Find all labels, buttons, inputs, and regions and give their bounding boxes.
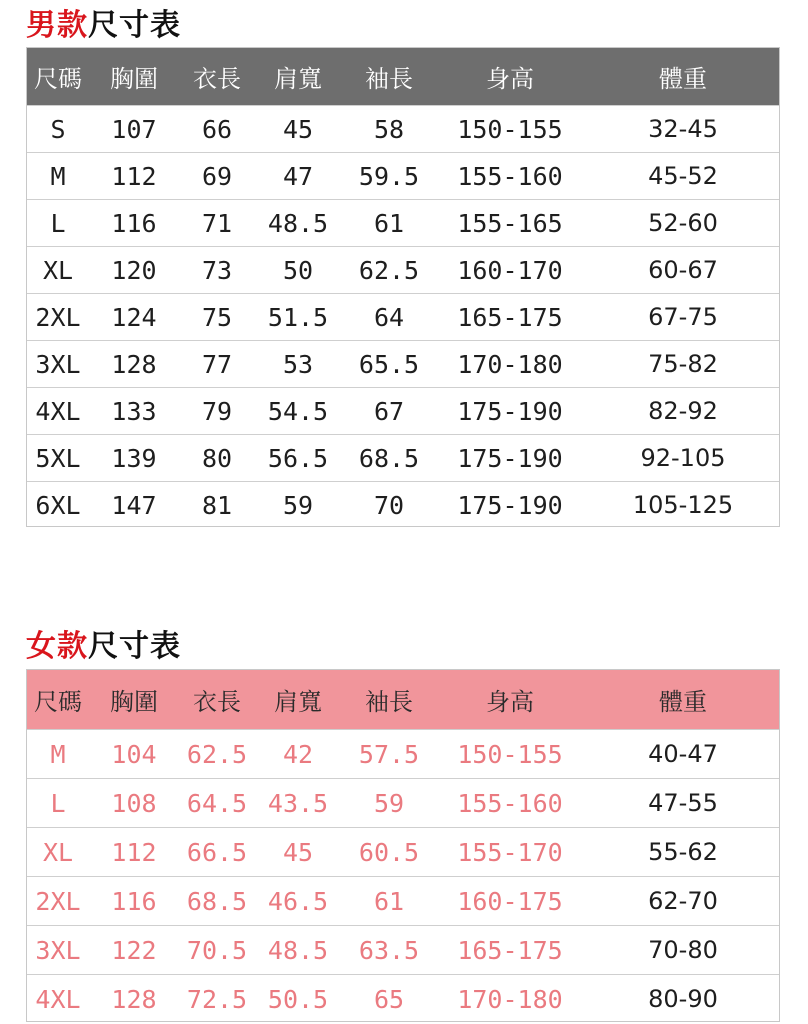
cell-chest: 120 — [111, 255, 157, 285]
cell-sleeve: 61 — [373, 208, 405, 238]
cell-size: XL — [42, 837, 74, 867]
header-shoulder: 肩寬 — [274, 65, 322, 93]
cell-length: 64.5 — [186, 788, 248, 818]
cell-chest: 139 — [111, 443, 157, 473]
women-size-table — [26, 669, 780, 1022]
cell-size: L — [50, 208, 66, 238]
table-row — [27, 876, 779, 925]
cell-size: M — [50, 739, 66, 769]
cell-shoulder: 48.5 — [267, 208, 329, 238]
cell-height: 160-175 — [457, 886, 563, 916]
cell-size: 4XL — [35, 396, 81, 426]
cell-sleeve: 68.5 — [358, 443, 420, 473]
header-length: 衣長 — [193, 688, 241, 716]
cell-height: 150-155 — [457, 739, 563, 769]
header-chest: 胸圍 — [110, 65, 158, 93]
cell-weight: 92-105 — [640, 444, 726, 472]
cell-shoulder: 45 — [282, 837, 314, 867]
cell-length: 71 — [201, 208, 233, 238]
cell-weight: 52-60 — [648, 209, 718, 237]
cell-length: 66 — [201, 114, 233, 144]
cell-height: 165-175 — [457, 302, 563, 332]
cell-size: 5XL — [35, 443, 81, 473]
cell-length: 73 — [201, 255, 233, 285]
cell-weight: 47-55 — [648, 789, 718, 817]
table-row — [27, 729, 779, 778]
header-length: 衣長 — [193, 65, 241, 93]
cell-sleeve: 63.5 — [358, 935, 420, 965]
cell-weight: 62-70 — [648, 887, 718, 915]
cell-length: 81 — [201, 490, 233, 520]
cell-chest: 128 — [111, 984, 157, 1014]
cell-size: XL — [42, 255, 74, 285]
cell-height: 155-160 — [457, 161, 563, 191]
cell-size: 4XL — [35, 984, 81, 1014]
cell-sleeve: 61 — [373, 886, 405, 916]
cell-height: 155-165 — [457, 208, 563, 238]
women-table-body — [27, 729, 779, 1023]
table-row — [27, 481, 779, 528]
cell-weight: 40-47 — [648, 740, 718, 768]
cell-weight: 80-90 — [648, 985, 718, 1013]
cell-shoulder: 48.5 — [267, 935, 329, 965]
women-table-header — [27, 670, 779, 729]
table-row — [27, 340, 779, 387]
cell-shoulder: 46.5 — [267, 886, 329, 916]
table-row — [27, 246, 779, 293]
table-row — [27, 434, 779, 481]
cell-shoulder: 59 — [282, 490, 314, 520]
cell-height: 175-190 — [457, 396, 563, 426]
cell-sleeve: 64 — [373, 302, 405, 332]
table-row — [27, 925, 779, 974]
cell-sleeve: 57.5 — [358, 739, 420, 769]
cell-sleeve: 62.5 — [358, 255, 420, 285]
cell-length: 68.5 — [186, 886, 248, 916]
cell-size: 2XL — [35, 886, 81, 916]
cell-weight: 105-125 — [632, 491, 734, 519]
table-row — [27, 974, 779, 1023]
header-size: 尺碼 — [34, 688, 82, 716]
cell-sleeve: 67 — [373, 396, 405, 426]
table-row — [27, 199, 779, 246]
cell-length: 62.5 — [186, 739, 248, 769]
header-weight: 體重 — [659, 688, 707, 716]
cell-size: 3XL — [35, 349, 81, 379]
cell-weight: 75-82 — [648, 350, 718, 378]
cell-shoulder: 47 — [282, 161, 314, 191]
cell-chest: 128 — [111, 349, 157, 379]
cell-shoulder: 51.5 — [267, 302, 329, 332]
cell-length: 79 — [201, 396, 233, 426]
cell-weight: 70-80 — [648, 936, 718, 964]
cell-size: M — [50, 161, 66, 191]
men-size-table — [26, 47, 780, 527]
cell-length: 80 — [201, 443, 233, 473]
cell-shoulder: 54.5 — [267, 396, 329, 426]
cell-height: 170-180 — [457, 984, 563, 1014]
cell-height: 165-175 — [457, 935, 563, 965]
header-size: 尺碼 — [34, 65, 82, 93]
cell-size: L — [50, 788, 66, 818]
header-shoulder: 肩寬 — [274, 688, 322, 716]
cell-weight: 55-62 — [648, 838, 718, 866]
cell-size: 3XL — [35, 935, 81, 965]
header-sleeve: 袖長 — [365, 65, 413, 93]
header-weight: 體重 — [659, 65, 707, 93]
cell-length: 69 — [201, 161, 233, 191]
cell-sleeve: 58 — [373, 114, 405, 144]
cell-shoulder: 56.5 — [267, 443, 329, 473]
men-size-chart-title — [26, 6, 181, 46]
cell-shoulder: 50.5 — [267, 984, 329, 1014]
men-table-header — [27, 48, 779, 105]
cell-sleeve: 65 — [373, 984, 405, 1014]
cell-chest: 116 — [111, 208, 157, 238]
header-height: 身高 — [486, 688, 534, 716]
cell-length: 77 — [201, 349, 233, 379]
table-row — [27, 387, 779, 434]
table-row — [27, 827, 779, 876]
cell-weight: 82-92 — [648, 397, 718, 425]
table-row — [27, 293, 779, 340]
cell-shoulder: 45 — [282, 114, 314, 144]
cell-shoulder: 42 — [282, 739, 314, 769]
header-chest: 胸圍 — [110, 688, 158, 716]
cell-chest: 124 — [111, 302, 157, 332]
cell-height: 155-170 — [457, 837, 563, 867]
cell-sleeve: 70 — [373, 490, 405, 520]
header-height: 身高 — [486, 65, 534, 93]
cell-weight: 60-67 — [648, 256, 718, 284]
cell-height: 150-155 — [457, 114, 563, 144]
cell-chest: 108 — [111, 788, 157, 818]
cell-sleeve: 59.5 — [358, 161, 420, 191]
cell-height: 160-170 — [457, 255, 563, 285]
cell-sleeve: 60.5 — [358, 837, 420, 867]
cell-shoulder: 43.5 — [267, 788, 329, 818]
cell-shoulder: 53 — [282, 349, 314, 379]
cell-chest: 107 — [111, 114, 157, 144]
table-row — [27, 105, 779, 152]
women-title-suffix: 尺寸表 — [88, 629, 181, 664]
cell-height: 175-190 — [457, 490, 563, 520]
cell-size: 2XL — [35, 302, 81, 332]
men-title-gender: 男款 — [26, 8, 88, 43]
cell-chest: 133 — [111, 396, 157, 426]
women-size-chart-title — [26, 627, 181, 667]
men-table-body — [27, 105, 779, 528]
header-sleeve: 袖長 — [365, 688, 413, 716]
cell-chest: 104 — [111, 739, 157, 769]
cell-chest: 112 — [111, 837, 157, 867]
cell-sleeve: 65.5 — [358, 349, 420, 379]
cell-length: 75 — [201, 302, 233, 332]
cell-chest: 112 — [111, 161, 157, 191]
cell-shoulder: 50 — [282, 255, 314, 285]
table-row — [27, 152, 779, 199]
cell-weight: 32-45 — [648, 115, 718, 143]
cell-chest: 147 — [111, 490, 157, 520]
cell-length: 70.5 — [186, 935, 248, 965]
cell-height: 155-160 — [457, 788, 563, 818]
women-title-gender: 女款 — [26, 629, 88, 664]
cell-size: 6XL — [35, 490, 81, 520]
cell-chest: 116 — [111, 886, 157, 916]
cell-weight: 67-75 — [648, 303, 718, 331]
cell-weight: 45-52 — [648, 162, 718, 190]
cell-length: 72.5 — [186, 984, 248, 1014]
men-title-suffix: 尺寸表 — [88, 8, 181, 43]
cell-sleeve: 59 — [373, 788, 405, 818]
cell-height: 175-190 — [457, 443, 563, 473]
cell-size: S — [50, 114, 66, 144]
cell-height: 170-180 — [457, 349, 563, 379]
cell-length: 66.5 — [186, 837, 248, 867]
cell-chest: 122 — [111, 935, 157, 965]
table-row — [27, 778, 779, 827]
